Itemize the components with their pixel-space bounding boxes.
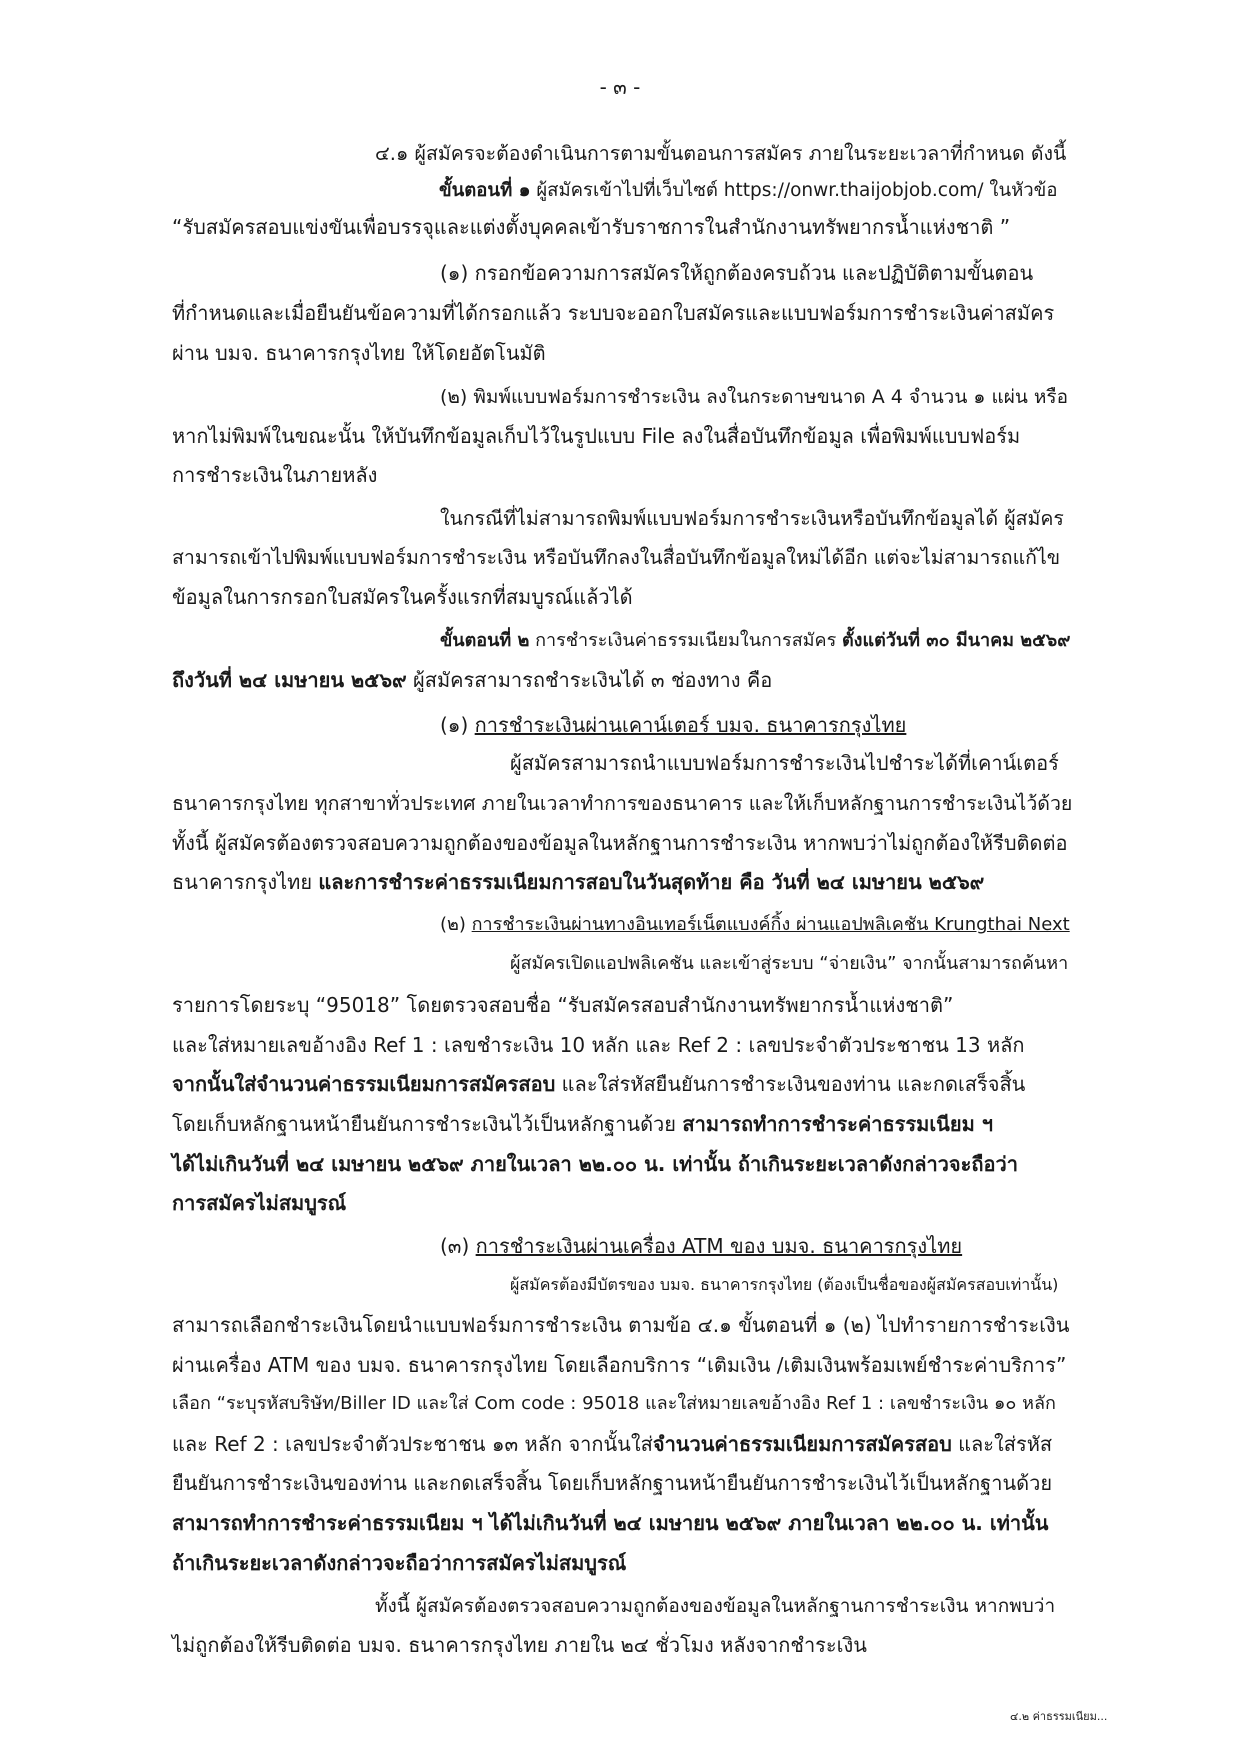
text-run: ธนาคารกรุงไทย — [172, 870, 319, 894]
text-line — [375, 1589, 1055, 1629]
text-run: ข้อมูลในการกรอกใบสมัครในครั้งแรกที่สมบูรณ์แล้วได้ — [172, 585, 633, 609]
text-run: หากไม่พิมพ์ในขณะนั้น ให้บันทึกข้อมูลเก็บไว้ในรูปแบบ File ลงในสื่อบันทึกข้อมูล เพื่อพิมพ์แบบฟอร์ม — [172, 424, 1021, 448]
text-run: และ Ref 2 : เลขประจำตัวประชาชน ๑๓ หลัก จากนั้นใส่ — [172, 1432, 653, 1456]
text-run: ได้ไม่เกินวันที่ ๒๔ เมษายน ๒๕๖๙ ภายในเวลา ๒๒.๐๐ น. เท่านั้น ถ้าเกินระยะเวลาดังกล่าวจะถือว่า — [172, 1152, 1018, 1176]
text-line — [440, 624, 1070, 664]
text-run: การชำระเงินผ่านทางอินเทอร์เน็ตแบงค์กิ้ง ผ่านแอปพลิเคชัน Krungthai Next — [471, 914, 1070, 935]
text-run: การสมัครไม่สมบูรณ์ — [172, 1191, 347, 1215]
text-line — [510, 1268, 1058, 1308]
text-line — [172, 1107, 993, 1147]
text-line — [440, 908, 1070, 948]
text-line — [440, 380, 1068, 420]
text-line — [172, 541, 1060, 581]
text-run: ขั้นตอนที่ ๑ — [439, 180, 531, 201]
text-run: ธนาคารกรุงไทย ทุกสาขาทั่วประเทศ ภายในเวลาทำการของธนาคาร และให้เก็บหลักฐานการชำระเงินไว้ด้วย — [172, 792, 1073, 815]
text-line — [172, 663, 772, 703]
text-run: จากนั้นใส่จำนวนค่าธรรมเนียมการสมัครสอบ — [172, 1072, 556, 1096]
text-run: สามารถเข้าไปพิมพ์แบบฟอร์มการชำระเงิน หรือบันทึกลงในสื่อบันทึกข้อมูลใหม่ได้อีก แต่จะไม่สามารถแก้ไข — [172, 546, 1061, 569]
text-line — [172, 1308, 1069, 1348]
text-run: ผ่านเครื่อง ATM ของ บมจ. ธนาคารกรุงไทย โดยเลือกบริการ “เติมเงิน /เติมเงินพร้อมเพย์ชำระค่าบริการ” — [172, 1353, 1067, 1377]
text-run: การชำระเงินผ่านเคาน์เตอร์ บมจ. ธนาคารกรุงไทย — [474, 713, 907, 737]
text-run: และการชำระค่าธรรมเนียมการสอบในวันสุดท้าย คือ วันที่ ๒๔ เมษายน ๒๕๖๙ — [318, 870, 985, 894]
text-run: ผู้สมัครสามารถนำแบบฟอร์มการชำระเงินไปชำระได้ที่เคาน์เตอร์ — [510, 751, 1059, 775]
text-run: ผู้สมัครต้องมีบัตรของ บมจ. ธนาคารกรุงไทย (ต้องเป็นชื่อของผู้สมัครสอบเท่านั้น) — [510, 1275, 1059, 1294]
text-line — [172, 458, 377, 498]
text-run: “รับสมัครสอบแข่งขันเพื่อบรรจุและแต่งตั้งบุคคลเข้ารับราชการในสำนักงานทรัพยากรน้ำแห่งชาติ ” — [172, 215, 1011, 239]
text-line — [172, 1466, 1052, 1506]
text-line — [172, 1348, 1066, 1388]
text-run: (๑) — [440, 713, 475, 737]
text-run: การชำระเงินในภายหลัง — [172, 463, 378, 487]
text-line — [172, 1506, 1048, 1546]
text-line — [172, 1387, 1056, 1427]
text-line — [172, 210, 1010, 250]
text-line — [440, 502, 1064, 542]
text-run: (๓) — [440, 1234, 476, 1258]
text-line — [440, 256, 1033, 296]
text-run: เลือก “ระบุรหัสบริษัท/Biller ID และใส่ Com code : 95018 และใส่หมายเลขอ้างอิง Ref 1 : เลขชำระเงิน ๑๐ หลัก — [172, 1393, 1056, 1414]
text-run: (๑) กรอกข้อความการสมัครให้ถูกต้องครบถ้วน และปฏิบัติตามขั้นตอน — [440, 261, 1034, 285]
text-run: ยืนยันการชำระเงินของท่าน และกดเสร็จสิ้น โดยเก็บหลักฐานหน้ายืนยันการชำระเงินไว้เป็นหลักฐานด้วย — [172, 1471, 1053, 1495]
page-number: - ๓ - — [599, 75, 641, 99]
text-run: ผู้สมัครเข้าไปที่เว็บไซต์ https://onwr.thaijobjob.com/ ในหัวข้อ — [530, 180, 1058, 201]
text-run: ผ่าน บมจ. ธนาคารกรุงไทย ให้โดยอัตโนมัติ — [172, 341, 546, 365]
text-run: ทั้งนี้ ผู้สมัครต้องตรวจสอบความถูกต้องของข้อมูลในหลักฐานการชำระเงิน หากพบว่าไม่ถูกต้องให้รีบติดต่อ — [172, 831, 1068, 855]
text-line — [172, 826, 1068, 866]
text-line — [172, 1427, 1052, 1467]
text-line — [375, 137, 1066, 177]
text-run: และใส่รหัส — [951, 1432, 1053, 1456]
text-run: ไม่ถูกต้องให้รีบติดต่อ บมจ. ธนาคารกรุงไทย ภายใน ๒๔ ชั่วโมง หลังจากชำระเงิน — [172, 1633, 867, 1657]
text-run: การชำระเงินค่าธรรมเนียมในการสมัคร — [529, 630, 842, 651]
text-line — [172, 787, 1072, 827]
text-run: ตั้งแต่วันที่ ๓๐ มีนาคม ๒๕๖๙ — [841, 630, 1071, 651]
text-run: สามารถเลือกชำระเงินโดยนำแบบฟอร์มการชำระเงิน ตามข้อ ๔.๑ ขั้นตอนที่ ๑ (๒) ไปทำรายการชำระเงิน — [172, 1313, 1070, 1337]
text-line — [172, 1028, 1025, 1068]
text-run: ผู้สมัครสามารถชำระเงินได้ ๓ ช่องทาง คือ — [406, 668, 773, 692]
text-run: จำนวนค่าธรรมเนียมการสมัครสอบ — [652, 1432, 952, 1456]
text-run: สามารถทำการชำระค่าธรรมเนียม ฯ — [682, 1112, 993, 1136]
text-run: ถ้าเกินระยะเวลาดังกล่าวจะถือว่าการสมัครไม่สมบูรณ์ — [172, 1551, 627, 1575]
text-run: (๒) — [440, 914, 472, 935]
text-line — [510, 746, 1059, 786]
text-run: รายการโดยระบุ “95018” โดยตรวจสอบชื่อ “รับสมัครสอบสำนักงานทรัพยากรน้ำแห่งชาติ” — [172, 993, 954, 1017]
text-line — [172, 865, 984, 905]
text-run: ถึงวันที่ ๒๔ เมษายน ๒๕๖๙ — [172, 668, 407, 692]
text-line — [172, 988, 953, 1028]
text-run: ๔.๒ ค่าธรรมเนียม... — [1010, 1710, 1108, 1723]
text-line — [172, 296, 1054, 336]
text-run: สามารถทำการชำระค่าธรรมเนียม ฯ ได้ไม่เกินวันที่ ๒๔ เมษายน ๒๕๖๙ ภายในเวลา ๒๒.๐๐ น. เท่านั้น — [172, 1511, 1049, 1535]
text-run: (๒) พิมพ์แบบฟอร์มการชำระเงิน ลงในกระดาษขนาด A 4 จำนวน ๑ แผ่น หรือ — [440, 386, 1069, 408]
text-line — [172, 419, 1020, 459]
text-line — [440, 708, 906, 748]
text-line — [1010, 1700, 1107, 1740]
text-run: การชำระเงินผ่านเครื่อง ATM ของ บมจ. ธนาคารกรุงไทย — [475, 1234, 963, 1258]
text-run: ขั้นตอนที่ ๒ — [440, 630, 530, 651]
text-run: ที่กำหนดและเมื่อยืนยันข้อความที่ได้กรอกแล้ว ระบบจะออกใบสมัครและแบบฟอร์มการชำระเงินค่าสมัคร — [172, 301, 1055, 325]
text-line — [172, 580, 633, 620]
text-run: และใส่หมายเลขอ้างอิง Ref 1 : เลขชำระเงิน 10 หลัก และ Ref 2 : เลขประจำตัวประชาชน 13 หลัก — [172, 1033, 1025, 1057]
text-run: และใส่รหัสยืนยันการชำระเงินของท่าน และกดเสร็จสิ้น — [555, 1072, 1026, 1096]
text-run: ในกรณีที่ไม่สามารถพิมพ์แบบฟอร์มการชำระเงินหรือบันทึกข้อมูลได้ ผู้สมัคร — [440, 507, 1064, 530]
text-line — [510, 947, 1068, 987]
text-line — [439, 174, 1057, 214]
text-line — [172, 336, 546, 376]
text-run: ผู้สมัครเปิดแอปพลิเคชัน และเข้าสู่ระบบ “จ่ายเงิน” จากนั้นสามารถค้นหา — [510, 953, 1069, 974]
text-line — [172, 1147, 1018, 1187]
text-line — [440, 1229, 962, 1269]
text-run: ทั้งนี้ ผู้สมัครต้องตรวจสอบความถูกต้องของข้อมูลในหลักฐานการชำระเงิน หากพบว่า — [375, 1595, 1056, 1617]
text-line — [172, 1067, 1025, 1107]
text-run: โดยเก็บหลักฐานหน้ายืนยันการชำระเงินไว้เป็นหลักฐานด้วย — [172, 1112, 683, 1136]
text-run: ๔.๑ ผู้สมัครจะต้องดำเนินการตามขั้นตอนการสมัคร ภายในระยะเวลาที่กำหนด ดังนี้ — [375, 142, 1067, 165]
text-line — [172, 1628, 867, 1668]
text-line — [172, 1546, 626, 1586]
text-line — [172, 1186, 346, 1226]
